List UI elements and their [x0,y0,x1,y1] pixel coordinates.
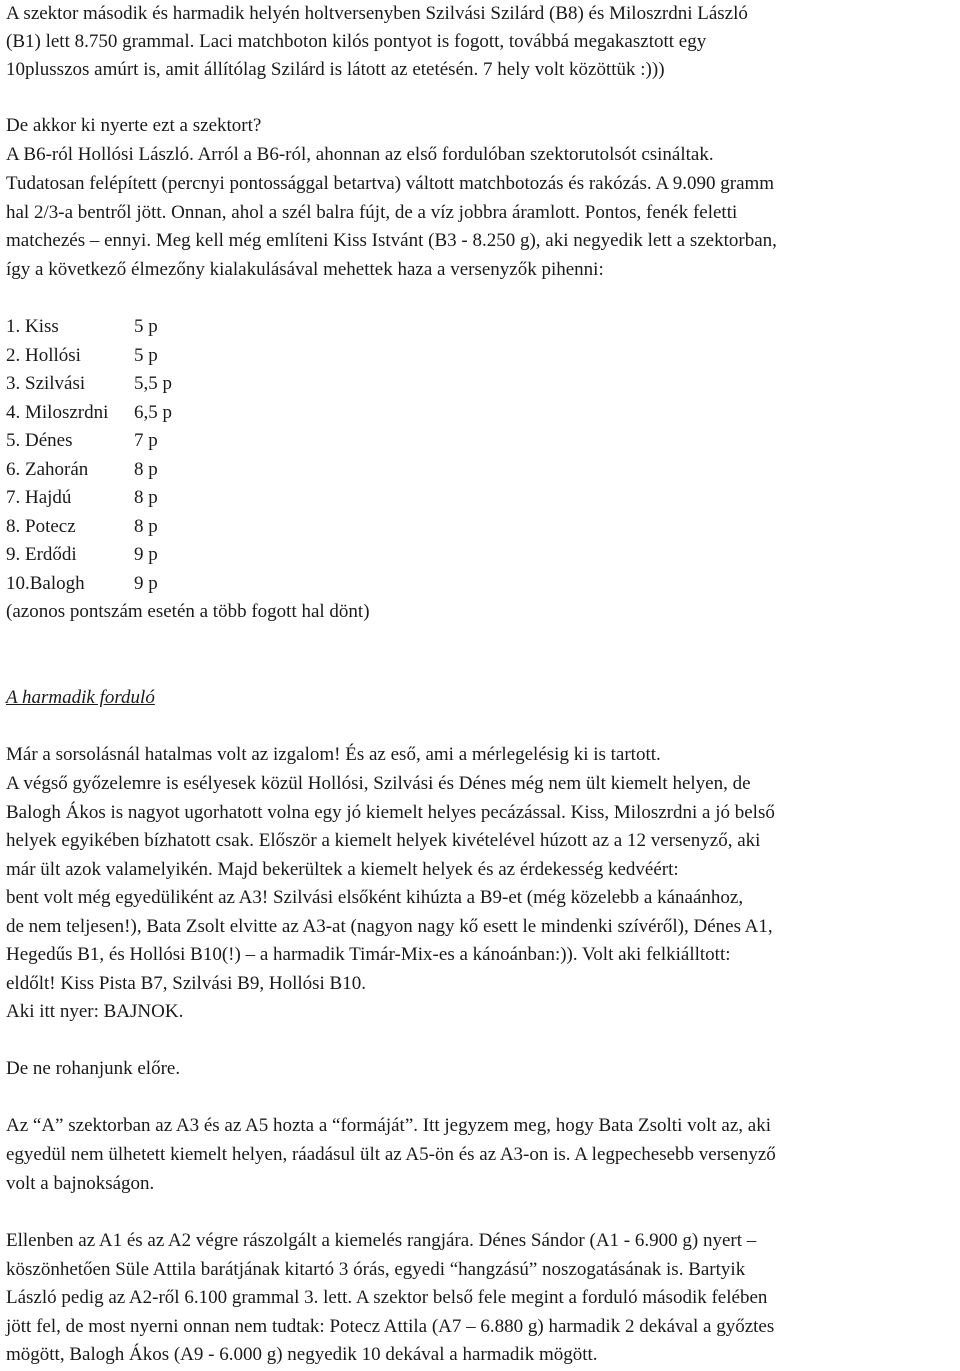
ranking-name: 3. Szilvási [6,373,86,394]
ranking-name: 5. Dénes [6,430,73,451]
ranking-row [6,313,158,341]
answer-line: matchezés – ennyi. Meg kell még említeni Kiss Istvánt (B3 - 8.250 g), aki negyedik lett a szektorban, [6,230,777,251]
ranking-points: 9 p [134,573,158,594]
section-line: eldőlt! Kiss Pista B7, Szilvási B9, Hollósi B10. [6,973,366,994]
ranking-name: 8. Potecz [6,516,76,537]
intro-line: 10plusszos amúrt is, amit állítólag Szilárd is látott az etetésén. 7 hely volt közöttük :))) [6,59,665,80]
ranking-name: 10.Balogh [6,573,85,594]
sector-a-line: volt a bajnokságon. [6,1173,155,1194]
ranking-points: 7 p [134,430,158,451]
ranking-name: 6. Zahorán [6,459,89,480]
ranking-points: 9 p [134,544,158,565]
ranking-row [6,427,158,455]
ranking-points: 5,5 p [134,373,172,394]
question-line: De akkor ki nyerte ezt a szektort? [6,115,262,136]
final-line: köszönhetően Süle Attila barátjának kitartó 3 órás, egyedi “hangzású” noszogatásának is. Bartyik [6,1259,746,1280]
ranking-name: 1. Kiss [6,316,59,337]
final-line: Ellenben az A1 és az A2 végre rászolgált a kiemelés rangjára. Dénes Sándor (A1 - 6.900 g) nyert – [6,1230,757,1251]
ranking-row [6,456,158,484]
ranking-name: 9. Erdődi [6,544,77,565]
ranking-row [6,342,158,370]
section-line: Már a sorsolásnál hatalmas volt az izgalom! És az eső, ami a mérlegelésig ki is tartott. [6,744,661,765]
sector-a-line: egyedül nem ülhetett kiemelt helyen, ráadásul ült az A5-ön és az A3-on is. A legpechesebb versenyző [6,1144,776,1165]
ranking-points: 8 p [134,516,158,537]
ranking-name: 7. Hajdú [6,487,72,508]
section-title: A harmadik forduló [6,687,155,708]
ranking-points: 5 p [134,316,158,337]
section-line: Hegedűs B1, és Hollósi B10(!) – a harmadik Timár-Mix-es a kánoánban:)). Volt aki felkiálltott: [6,944,731,965]
ranking-row [6,513,158,541]
answer-line: Tudatosan felépített (percnyi pontossággal betartva) váltott matchbotozás és rakózás. A 9.090 gramm [6,173,775,194]
final-line: mögött, Balogh Ákos (A9 - 6.000 g) negyedik 10 dekával a harmadik mögött. [6,1344,598,1365]
section-line: Balogh Ákos is nagyot ugorhatott volna egy jó kiemelt helyes pecázással. Kiss, Miloszrdni a jó belső [6,802,775,823]
intro-line: A szektor második és harmadik helyén holtversenyben Szilvási Szilárd (B8) és Miloszrdni László [6,3,748,24]
ranking-points: 6,5 p [134,402,172,423]
ranking-row [6,570,158,598]
ranking-row [6,484,158,512]
section-line: A végső győzelemre is esélyesek közül Hollósi, Szilvási és Dénes még nem ült kiemelt helyen, de [6,773,751,794]
intro-line: (B1) lett 8.750 grammal. Laci matchboton kilós pontyot is fogott, továbbá megakasztott egy [6,31,707,52]
ranking-note: (azonos pontszám esetén a több fogott hal dönt) [6,601,370,622]
sector-a-line: Az “A” szektorban az A3 és az A5 hozta a “formáját”. Itt jegyzem meg, hogy Bata Zsolti volt az, aki [6,1115,771,1136]
ranking-row [6,399,172,427]
ranking-name: 2. Hollósi [6,345,81,366]
section-line: már ült azok valamelyikén. Majd bekerültek a kiemelt helyek és az érdekesség kedvéért: [6,859,679,880]
final-line: László pedig az A2-ről 6.100 grammal 3. lett. A szektor belső fele megint a forduló második felében [6,1287,768,1308]
answer-line: A B6-ról Hollósi László. Arról a B6-ról, ahonnan az első fordulóban szektorutolsót csináltak. [6,144,714,165]
answer-line: így a következő élmezőny kialakulásával mehettek haza a versenyzők pihenni: [6,259,604,280]
ranking-points: 8 p [134,487,158,508]
section-line: de nem teljesen!), Bata Zsolt elvitte az A3-at (nagyon nagy kő esett le mindenki szívéről), Dénes A1, [6,916,773,937]
section-line: Aki itt nyer: BAJNOK. [6,1001,184,1022]
ranking-name: 4. Miloszrdni [6,402,109,423]
answer-line: hal 2/3-a bentről jött. Onnan, ahol a szél balra fújt, de a víz jobbra áramlott. Pontos, fenék feletti [6,202,738,223]
ranking-points: 8 p [134,459,158,480]
rush-line: De ne rohanjunk előre. [6,1058,181,1079]
section-line: bent volt még egyedüliként az A3! Szilvási elsőként kihúzta a B9-et (még közelebb a kánaánhoz, [6,887,744,908]
ranking-points: 5 p [134,345,158,366]
final-line: jött fel, de most nyerni onnan nem tudtak: Potecz Attila (A7 – 6.880 g) harmadik 2 dekával a győztes [6,1316,775,1337]
section-line: helyek egyikében bízhatott csak. Először a kiemelt helyek kivételével húzott az a 12 versenyző, aki [6,830,761,851]
ranking-row [6,541,158,569]
ranking-row [6,370,172,398]
